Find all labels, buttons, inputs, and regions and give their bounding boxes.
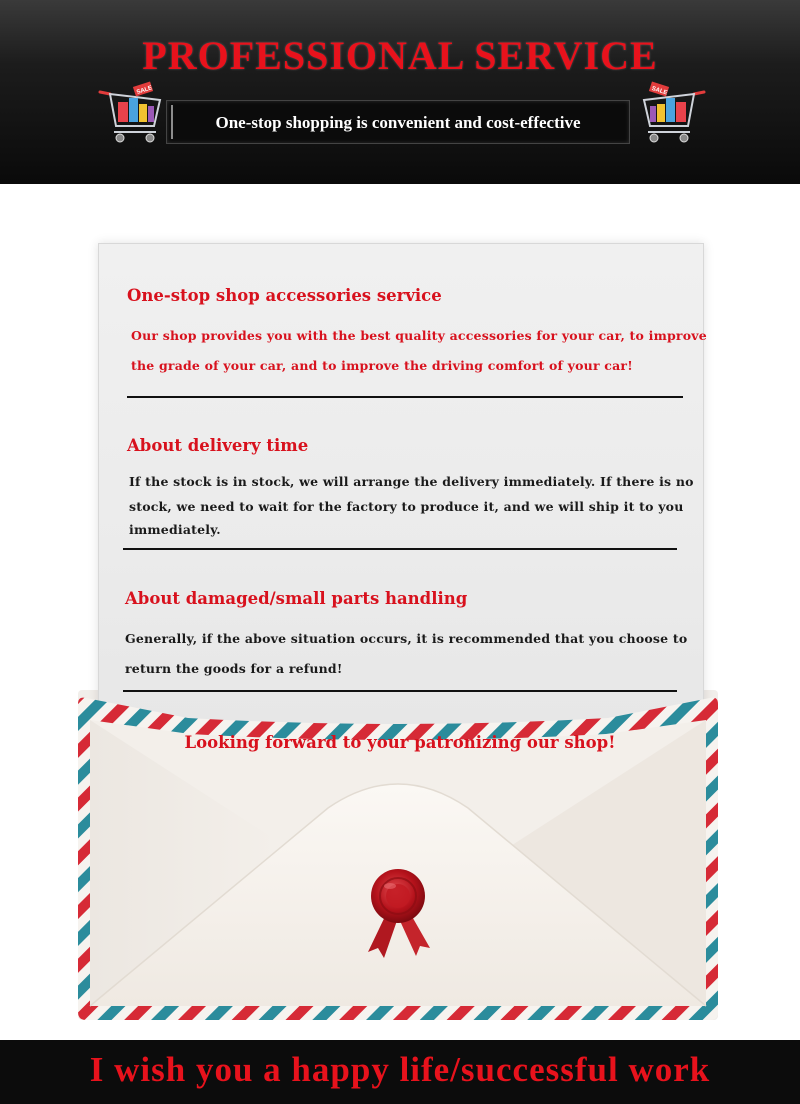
closing-message: Looking forward to your patronizing our shop! (184, 733, 616, 752)
section-text: the grade of your car, and to improve the driving comfort of your car! (131, 358, 633, 373)
shopping-cart-icon (96, 80, 168, 150)
section-text: If the stock is in stock, we will arrange the delivery immediately. If there is no (129, 474, 694, 489)
letter-paper (98, 243, 707, 763)
divider (123, 548, 677, 550)
section-title-accessories: One-stop shop accessories service (127, 286, 442, 305)
tagline-box (166, 100, 630, 144)
section-text: Generally, if the above situation occurs, it is recommended that you choose to (125, 631, 688, 646)
shopping-cart-icon (636, 80, 708, 150)
footer-message: I wish you a happy life/successful work (89, 1050, 711, 1089)
section-title-damaged-parts: About damaged/small parts handling (125, 589, 468, 608)
tagline: One-stop shopping is convenient and cost-effective (215, 113, 581, 132)
header-banner (0, 0, 800, 184)
page-title: PROFESSIONAL SERVICE (142, 33, 658, 78)
section-text: stock, we need to wait for the factory to produce it, and we will ship it to you (129, 499, 684, 514)
section-text: immediately. (129, 522, 221, 537)
section-text: Our shop provides you with the best quality accessories for your car, to improve (131, 328, 707, 343)
divider (127, 396, 683, 398)
sale-tag: SALE (136, 85, 154, 96)
section-text: return the goods for a refund! (125, 661, 343, 676)
section-title-delivery: About delivery time (127, 436, 309, 455)
sale-tag: SALE (650, 85, 668, 97)
footer-banner (0, 1040, 800, 1104)
